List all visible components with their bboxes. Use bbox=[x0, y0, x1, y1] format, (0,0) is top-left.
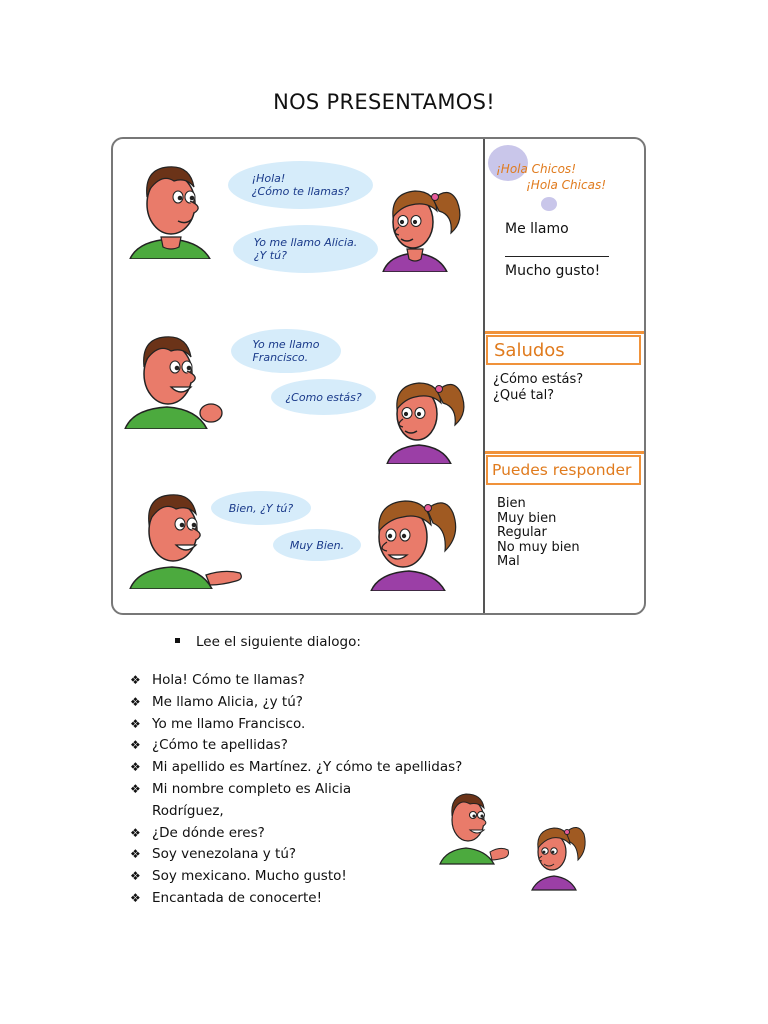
saludos-header: Saludos bbox=[486, 335, 641, 365]
list-item bbox=[130, 735, 462, 757]
girl-figure-icon bbox=[377, 177, 472, 272]
diamond-bullet-icon: ❖ bbox=[130, 825, 141, 840]
diamond-bullet-icon: ❖ bbox=[130, 847, 141, 862]
responder-list: Bien Muy bien Regular No muy bien Mal bbox=[497, 496, 580, 570]
diamond-bullet-icon: ❖ bbox=[130, 869, 141, 884]
list-item bbox=[130, 844, 462, 866]
speech-bubble: ¿Como estás? bbox=[271, 379, 376, 415]
blank-line bbox=[505, 256, 609, 257]
page-title: NOS PRESENTAMOS! bbox=[273, 90, 495, 114]
dialogue-line: Mi nombre completo es Alicia bbox=[152, 780, 352, 797]
list-item bbox=[130, 888, 462, 910]
speech-bubble: Yo me llamo Alicia. ¿Y tú? bbox=[233, 225, 378, 273]
list-item bbox=[130, 866, 462, 888]
diamond-bullet-icon: ❖ bbox=[130, 694, 141, 709]
list-item bbox=[130, 823, 462, 845]
instruction-text: Lee el siguiente dialogo: bbox=[196, 634, 361, 650]
me-llamo-text: Me llamo bbox=[505, 221, 569, 237]
mucho-gusto-text: Mucho gusto! bbox=[505, 263, 601, 279]
list-item bbox=[130, 714, 462, 736]
girl-figure-icon bbox=[365, 491, 465, 591]
list-item bbox=[130, 779, 462, 801]
speech-bubble: Yo me llamo Francisco. bbox=[231, 329, 341, 373]
dialogue-line: Soy mexicano. Mucho gusto! bbox=[152, 868, 347, 885]
diamond-bullet-icon: ❖ bbox=[130, 716, 141, 731]
panel-divider bbox=[483, 139, 485, 613]
section-rule bbox=[485, 451, 644, 454]
diamond-bullet-icon: ❖ bbox=[130, 781, 141, 796]
greeting-text bbox=[496, 161, 606, 193]
list-item bbox=[130, 692, 462, 714]
greeting-line: ¡Hola Chicos! bbox=[496, 162, 576, 176]
dialog-scene-2 bbox=[113, 319, 483, 469]
dialogue-line: Me llamo Alicia, ¿y tú? bbox=[152, 693, 303, 710]
dialog-scene-1 bbox=[113, 139, 483, 289]
dialogue-line: Yo me llamo Francisco. bbox=[152, 715, 306, 732]
dialogue-list bbox=[130, 670, 462, 910]
girl-figure-icon bbox=[381, 369, 476, 464]
illustration-panel bbox=[111, 137, 646, 615]
square-bullet-icon bbox=[175, 638, 180, 643]
dialogue-line: Encantada de conocerte! bbox=[152, 889, 322, 906]
dialogue-line: Mi apellido es Martínez. ¿Y cómo te apellidas? bbox=[152, 759, 463, 776]
dialogue-line: Soy venezolana y tú? bbox=[152, 846, 297, 863]
diamond-bullet-icon: ❖ bbox=[130, 738, 141, 753]
boy-and-girl-illustration bbox=[432, 786, 592, 894]
responder-header: Puedes responder bbox=[486, 455, 641, 485]
dialog-scene-3 bbox=[113, 479, 483, 615]
boy-figure-icon bbox=[123, 329, 223, 429]
diamond-bullet-icon: ❖ bbox=[130, 673, 141, 687]
dialogue-line: ¿De dónde eres? bbox=[152, 824, 265, 841]
dialogue-line: ¿Cómo te apellidas? bbox=[152, 737, 288, 754]
dialogue-line: Hola! Cómo te llamas? bbox=[152, 672, 305, 688]
greeting-line: ¡Hola Chicas! bbox=[526, 178, 607, 192]
diamond-bullet-icon: ❖ bbox=[130, 760, 141, 775]
speech-bubble: ¡Hola! ¿Cómo te llamas? bbox=[228, 161, 373, 209]
decor-circle bbox=[541, 197, 557, 211]
speech-bubble: Bien, ¿Y tú? bbox=[211, 491, 311, 525]
dialogue-line-continuation: Rodríguez, bbox=[152, 802, 224, 819]
saludos-list: ¿Cómo estás? ¿Qué tal? bbox=[493, 372, 584, 403]
diamond-bullet-icon: ❖ bbox=[130, 890, 141, 905]
speech-bubble: Muy Bien. bbox=[273, 529, 361, 561]
boy-figure-icon bbox=[128, 159, 213, 259]
section-rule bbox=[485, 331, 644, 334]
instruction bbox=[175, 634, 361, 650]
list-item bbox=[130, 757, 462, 779]
list-item bbox=[130, 670, 462, 692]
